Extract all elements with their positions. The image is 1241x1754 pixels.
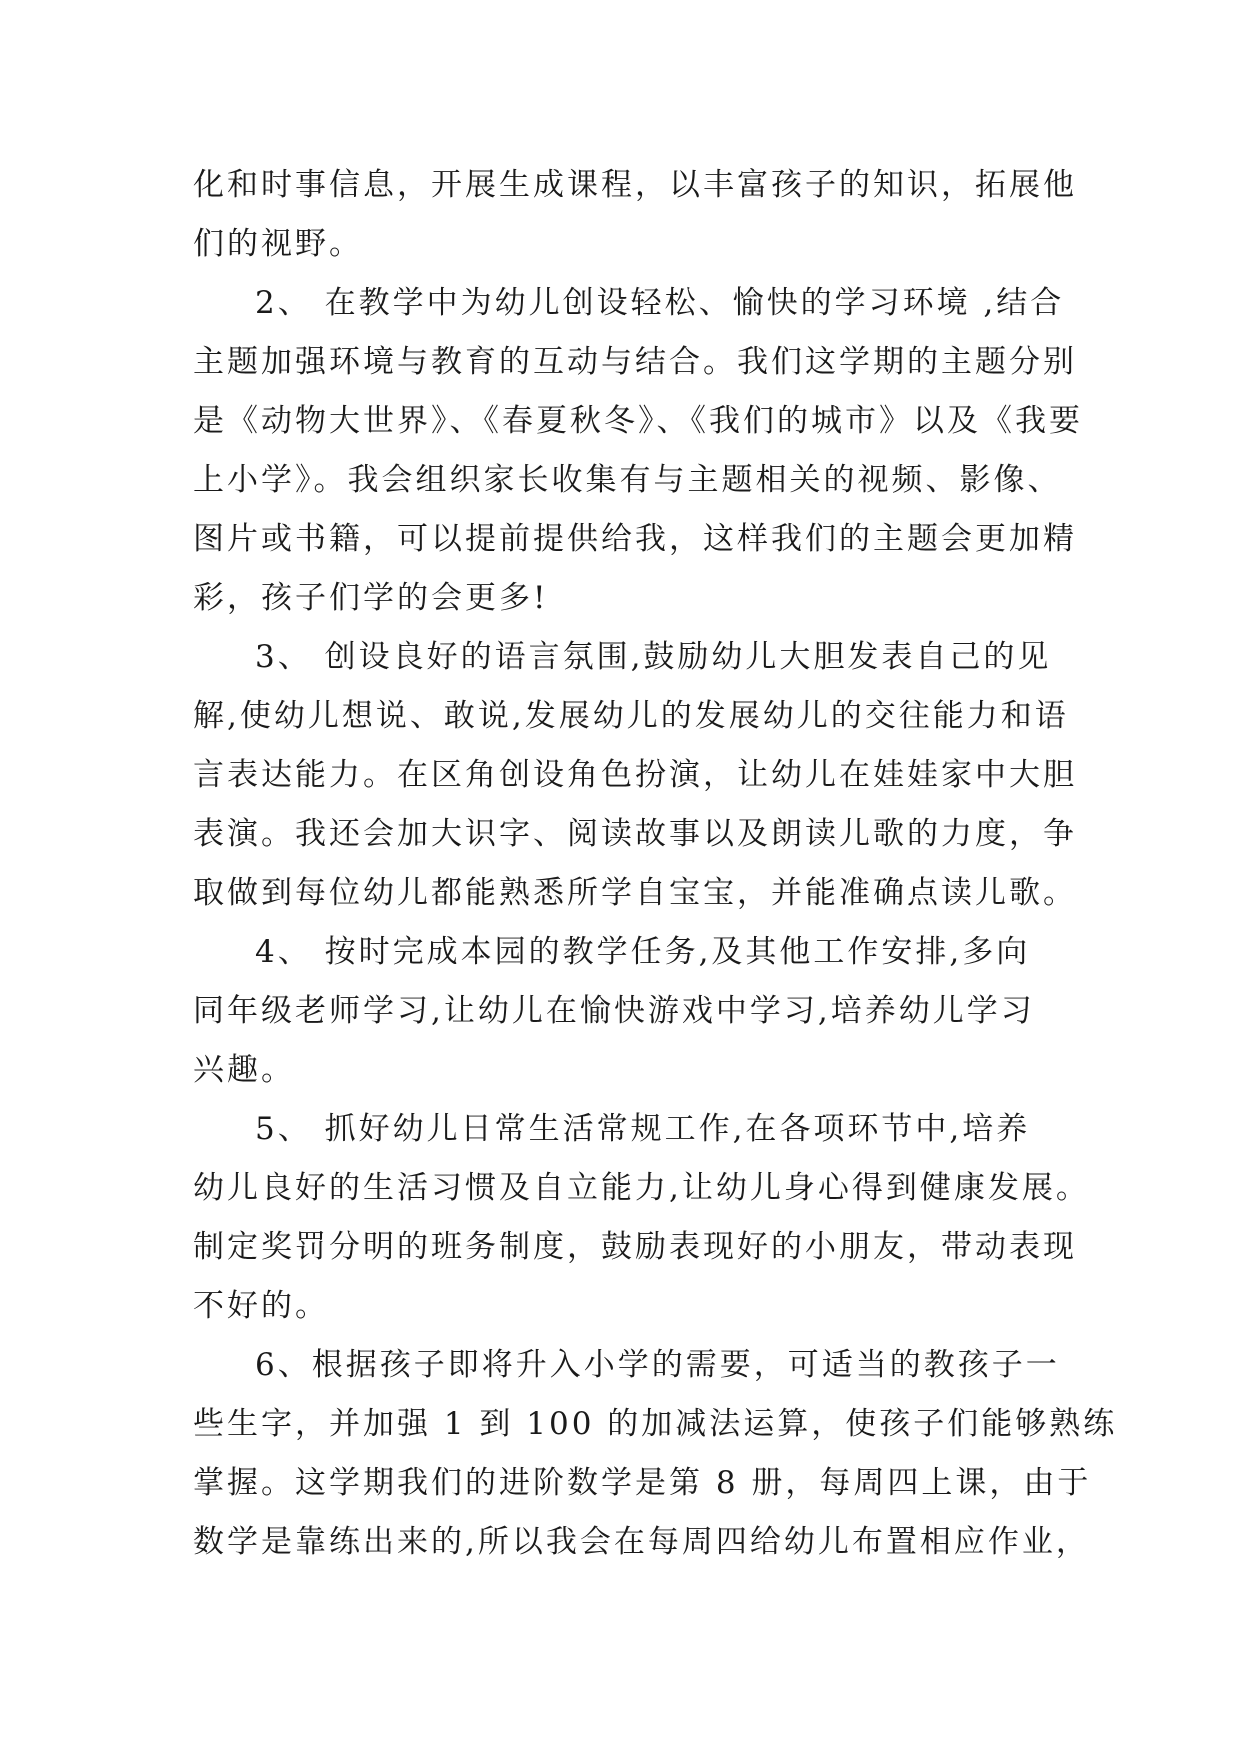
document-body [193, 156, 1118, 1572]
text-line: 数学是靠练出来的,所以我会在每周四给幼儿布置相应作业， [193, 1524, 1090, 1560]
text-line: 彩，孩子们学的会更多! [193, 580, 549, 616]
text-line: 4、 按时完成本园的教学任务,及其他工作安排,多向 [255, 934, 1031, 970]
text-line: 同年级老师学习,让幼儿在愉快游戏中学习,培养幼儿学习 [193, 993, 1035, 1029]
text-line: 上小学》。我会组织家长收集有与主题相关的视频、影像、 [193, 462, 1062, 498]
text-line: 掌握。这学期我们的进阶数学是第 8 册，每周四上课，由于 [193, 1465, 1092, 1501]
text-line: 3、 创设良好的语言氛围,鼓励幼儿大胆发表自己的见 [255, 639, 1052, 675]
text-line: 兴趣。 [193, 1052, 295, 1088]
text-line: 6、根据孩子即将升入小学的需要，可适当的教孩子一 [255, 1347, 1060, 1383]
text-line: 是《动物大世界》、《春夏秋冬》、《我们的城市》以及《我要 [193, 403, 1083, 439]
text-line: 2、 在教学中为幼儿创设轻松、愉快的学习环境 ,结合 [255, 285, 1065, 321]
text-line: 表演。我还会加大识字、阅读故事以及朗读儿歌的力度，争 [193, 816, 1077, 852]
text-line: 言表达能力。在区角创设角色扮演，让幼儿在娃娃家中大胆 [193, 757, 1077, 793]
text-line: 化和时事信息，开展生成课程，以丰富孩子的知识，拓展他 [193, 167, 1077, 203]
text-line: 制定奖罚分明的班务制度，鼓励表现好的小朋友，带动表现 [193, 1229, 1077, 1265]
text-line: 5、 抓好幼儿日常生活常规工作,在各项环节中,培养 [255, 1111, 1031, 1147]
text-line: 取做到每位幼儿都能熟悉所学自宝宝，并能准确点读儿歌。 [193, 875, 1077, 911]
text-line: 幼儿良好的生活习惯及自立能力,让幼儿身心得到健康发展。 [193, 1170, 1090, 1206]
text-line: 解,使幼儿想说、敢说,发展幼儿的发展幼儿的交往能力和语 [193, 698, 1069, 734]
text-line: 们的视野。 [193, 226, 363, 262]
text-line: 主题加强环境与教育的互动与结合。我们这学期的主题分别 [193, 344, 1077, 380]
text-line: 些生字，并加强 1 到 100 的加减法运算，使孩子们能够熟练 [193, 1406, 1118, 1442]
text-line: 不好的。 [193, 1288, 329, 1324]
text-line: 图片或书籍，可以提前提供给我，这样我们的主题会更加精 [193, 521, 1077, 557]
